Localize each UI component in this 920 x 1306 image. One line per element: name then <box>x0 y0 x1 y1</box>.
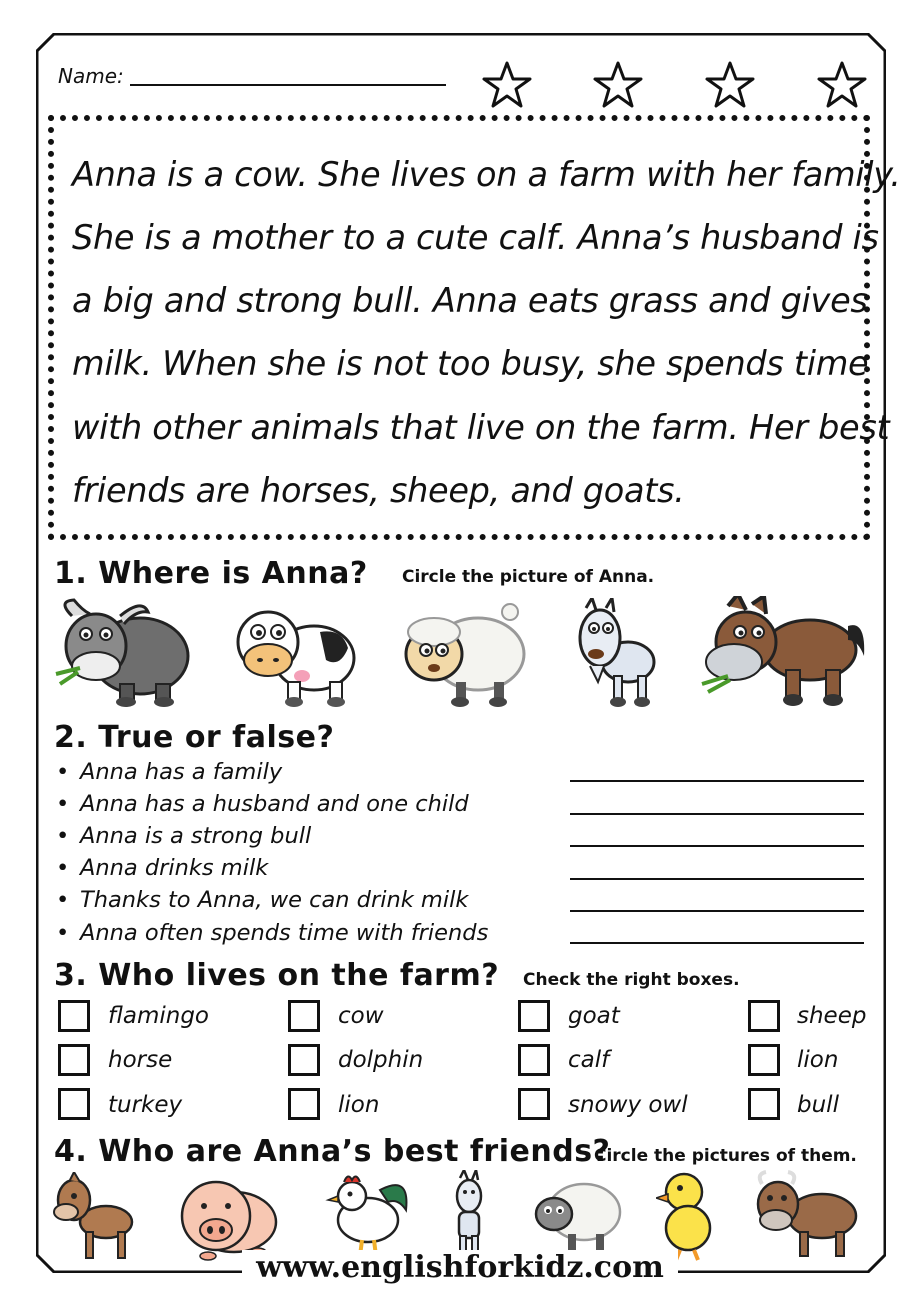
question-1-title: 1. Where is Anna? <box>54 556 368 591</box>
checkbox-label: cow <box>338 1003 384 1029</box>
tf-answer-line[interactable] <box>570 813 864 815</box>
goat-icon[interactable] <box>566 598 666 710</box>
tf-answer-line[interactable] <box>570 910 864 912</box>
passage-line: She is a mother to a cute calf. Anna’s husband is <box>72 218 879 257</box>
tf-answer-line[interactable] <box>570 942 864 944</box>
tf-statement: • Anna is a strong bull <box>56 823 312 849</box>
star-icon[interactable] <box>817 60 867 110</box>
passage-line: milk. When she is not too busy, she spends time <box>72 344 869 383</box>
bull-icon[interactable] <box>752 1170 864 1262</box>
checkbox-label: bull <box>797 1092 839 1118</box>
checkbox-label: turkey <box>108 1092 183 1118</box>
checkbox[interactable] <box>518 1088 550 1120</box>
checkbox[interactable] <box>58 1000 90 1032</box>
checkbox[interactable] <box>288 1000 320 1032</box>
name-label: Name: <box>58 64 124 88</box>
checkbox[interactable] <box>748 1088 780 1120</box>
checkbox[interactable] <box>518 1044 550 1076</box>
checkbox[interactable] <box>58 1088 90 1120</box>
question-4-title: 4. Who are Anna’s best friends? <box>54 1134 611 1169</box>
donkey-icon[interactable] <box>698 596 868 710</box>
checkbox-label: flamingo <box>108 1003 209 1029</box>
question-3-instruction: Check the right boxes. <box>523 970 740 990</box>
website-url[interactable]: www.englishforkidz.com <box>0 1250 920 1285</box>
checkbox-label: goat <box>568 1003 620 1029</box>
checkbox-label: snowy owl <box>568 1092 688 1118</box>
checkbox-label: dolphin <box>338 1047 424 1073</box>
checkbox[interactable] <box>518 1000 550 1032</box>
tf-statement: • Anna has a family <box>56 759 283 785</box>
checkbox-label: lion <box>797 1047 839 1073</box>
checkbox-label: lion <box>338 1092 380 1118</box>
tf-answer-line[interactable] <box>570 845 864 847</box>
checkbox[interactable] <box>288 1044 320 1076</box>
cow-icon[interactable] <box>230 598 360 708</box>
pig-icon[interactable] <box>176 1172 280 1262</box>
buffalo-icon[interactable] <box>52 596 192 708</box>
question-4-instruction: Circle the pictures of them. <box>594 1146 857 1166</box>
checkbox-label: sheep <box>797 1003 867 1029</box>
tf-statement: • Anna has a husband and one child <box>56 791 469 817</box>
checkbox[interactable] <box>748 1044 780 1076</box>
question-2-title: 2. True or false? <box>54 720 335 755</box>
passage-line: friends are horses, sheep, and goats. <box>72 471 685 510</box>
checkbox[interactable] <box>288 1088 320 1120</box>
passage-line: a big and strong bull. Anna eats grass and gives <box>72 281 868 320</box>
passage-line: with other animals that live on the farm. Her best <box>72 408 890 447</box>
question-3-title: 3. Who lives on the farm? <box>54 958 500 993</box>
question-1-instruction: Circle the picture of Anna. <box>402 567 655 587</box>
name-row <box>58 62 458 92</box>
sheep-icon[interactable] <box>528 1170 624 1262</box>
reading-passage <box>48 115 901 540</box>
checkbox[interactable] <box>748 1000 780 1032</box>
tf-statement: • Anna drinks milk <box>56 855 269 881</box>
tf-answer-line[interactable] <box>570 780 864 782</box>
rating-stars <box>480 60 870 112</box>
star-icon[interactable] <box>593 60 643 110</box>
checkbox[interactable] <box>58 1044 90 1076</box>
tf-answer-line[interactable] <box>570 878 864 880</box>
duckling-icon[interactable] <box>656 1170 716 1262</box>
sheep-icon[interactable] <box>398 598 533 708</box>
checkbox-label: calf <box>568 1047 610 1073</box>
star-icon[interactable] <box>482 60 532 110</box>
tf-statement: • Thanks to Anna, we can drink milk <box>56 887 469 913</box>
tf-statement: • Anna often spends time with friends <box>56 920 489 946</box>
star-icon[interactable] <box>705 60 755 110</box>
name-field[interactable] <box>130 84 446 86</box>
checkbox-label: horse <box>108 1047 173 1073</box>
passage-line: Anna is a cow. She lives on a farm with her family. <box>72 155 901 194</box>
